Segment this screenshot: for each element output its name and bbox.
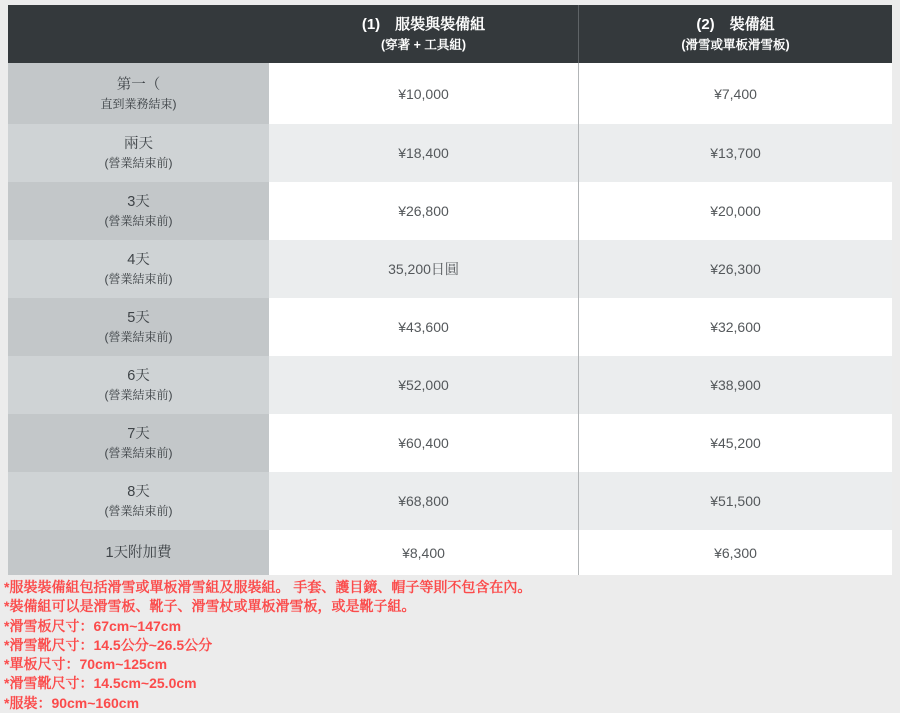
row-label-cell — [8, 182, 269, 240]
header-col2-subtitle: (滑雪或單板滑雪板) — [681, 37, 790, 52]
row-label: 3天 — [127, 194, 150, 210]
row-label-cell — [8, 414, 269, 472]
price-set1: ¥10,000 — [269, 63, 578, 124]
footnote-ski-size: *滑雪板尺寸：67cm~147cm — [4, 617, 182, 634]
row-label-sub: (營業結束前) — [104, 388, 173, 402]
row-label-cell — [8, 298, 269, 356]
price-set2: ¥20,000 — [578, 182, 892, 240]
price-set1: ¥52,000 — [269, 356, 578, 414]
table-row — [8, 182, 892, 240]
row-label: 8天 — [127, 484, 150, 500]
row-label-cell — [8, 472, 269, 530]
price-set1: ¥8,400 — [269, 530, 578, 575]
footnote-sets-include: *服裝裝備組包括滑雪或單板滑雪組及服裝組。 手套、護目鏡、帽子等則不包含在內。 — [4, 579, 532, 595]
table-row — [8, 356, 892, 414]
price-set1: ¥43,600 — [269, 298, 578, 356]
row-label-sub: (營業結束前) — [104, 214, 173, 228]
price-set2: ¥32,600 — [578, 298, 892, 356]
table-row — [8, 124, 892, 182]
price-set2: ¥51,500 — [578, 472, 892, 530]
header-col1-title: (1) 服裝與裝備組 — [361, 15, 486, 33]
footnotes — [4, 578, 896, 713]
row-label-sub: (營業結束前) — [104, 156, 173, 170]
table-row — [8, 472, 892, 530]
row-label-sub: (營業結束前) — [104, 272, 173, 286]
row-label-sub: (營業結束前) — [104, 446, 173, 460]
row-label: 第一（ — [116, 76, 161, 93]
price-set1: ¥60,400 — [269, 414, 578, 472]
footnote-equipment-set-options: *裝備組可以是滑雪板、靴子、滑雪杖或單板滑雪板，或是靴子組。 — [4, 598, 416, 615]
row-label-cell — [8, 240, 269, 298]
row-label: 1天附加費 — [105, 544, 172, 561]
table-row — [8, 414, 892, 472]
row-label-cell — [8, 63, 269, 124]
row-label-sub: 直到業務結束) — [100, 96, 177, 111]
footnote-snowboard-boot-size: *滑雪靴尺寸：14.5cm~25.0cm — [4, 675, 197, 692]
row-label: 6天 — [127, 368, 150, 384]
price-set2: ¥45,200 — [578, 414, 892, 472]
price-set1: ¥68,800 — [269, 472, 578, 530]
header-equipment-set — [578, 5, 892, 63]
price-set1: ¥18,400 — [269, 124, 578, 182]
row-label: 兩天 — [124, 136, 153, 152]
price-set2: ¥13,700 — [578, 124, 892, 182]
footnote-snowboard-size: *單板尺寸：70cm~125cm — [4, 656, 168, 673]
row-label-cell — [8, 530, 269, 575]
price-set2: ¥26,300 — [578, 240, 892, 298]
rental-price-table — [8, 5, 892, 575]
price-set2: ¥7,400 — [578, 63, 892, 124]
header-col2-title: (2) 裝備組 — [696, 15, 775, 33]
table-row — [8, 240, 892, 298]
table-header-row — [8, 5, 892, 63]
footnote-ski-boot-size: *滑雪靴尺寸：14.5公分~26.5公分 — [4, 636, 213, 653]
row-label: 5天 — [127, 310, 150, 326]
header-col1-subtitle: (穿著 + 工具組) — [380, 37, 467, 52]
table-row — [8, 298, 892, 356]
row-label-cell — [8, 356, 269, 414]
price-set1: ¥26,800 — [269, 182, 578, 240]
header-empty-cell — [8, 5, 269, 63]
row-label-sub: (營業結束前) — [104, 330, 173, 344]
header-clothing-equipment-set — [269, 5, 578, 63]
price-set2: ¥6,300 — [578, 530, 892, 575]
table-row — [8, 63, 892, 124]
row-label-sub: (營業結束前) — [104, 504, 173, 518]
table-row-surcharge — [8, 530, 892, 575]
row-label-cell — [8, 124, 269, 182]
row-label: 4天 — [127, 252, 150, 268]
price-set1: 35,200日圓 — [269, 240, 578, 298]
price-set2: ¥38,900 — [578, 356, 892, 414]
row-label: 7天 — [127, 426, 150, 442]
footnote-clothing-size: *服裝：90cm~160cm — [4, 694, 140, 711]
